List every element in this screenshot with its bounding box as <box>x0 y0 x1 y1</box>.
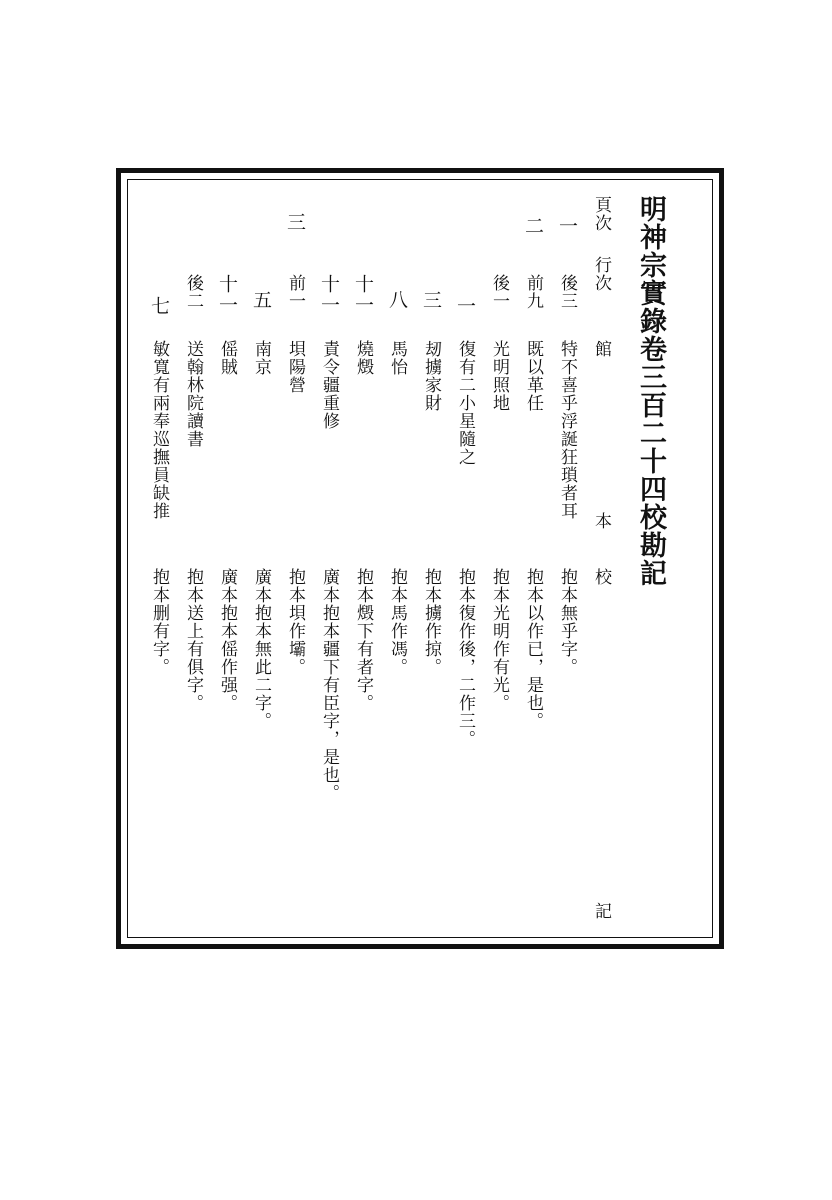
entry-note: 抱本光明作有光。 <box>489 568 509 712</box>
entry-note: 抱本擄作掠。 <box>421 568 441 676</box>
entry-note: 抱本送上有俱字。 <box>183 568 203 712</box>
entry-text: 南京 <box>251 340 271 376</box>
entry-page: 二 <box>522 216 544 237</box>
header-note: 記 <box>591 902 611 920</box>
entry-text: 既以革任 <box>523 340 543 412</box>
entry-line: 前九 <box>523 274 543 310</box>
entry-text: 傜賊 <box>217 340 237 376</box>
entry-line: 七 <box>148 296 170 317</box>
entry-note: 廣本抱本傜作强。 <box>217 568 237 712</box>
entry-text: 責令疆重修 <box>319 340 339 430</box>
entry-line: 十一 <box>352 274 374 316</box>
entry-text: 特不喜乎浮誕狂瑣者耳 <box>557 340 577 520</box>
entry-line: 三 <box>420 290 442 311</box>
entry-line: 一 <box>454 296 476 317</box>
header-line-label: 行次 <box>591 256 611 292</box>
entry-text: 垻陽營 <box>285 340 305 394</box>
entry-line: 十一 <box>216 274 238 316</box>
entry-note: 廣本抱本無此二字。 <box>251 568 271 730</box>
header-collation: 校 <box>591 568 611 586</box>
entry-line: 前一 <box>285 274 305 310</box>
entry-page: 三 <box>284 212 306 233</box>
entry-text: 送翰林院讀書 <box>183 340 203 448</box>
entry-note: 抱本復作後，二作三。 <box>455 568 475 748</box>
entry-note: 抱本無乎字。 <box>557 568 577 676</box>
entry-note: 廣本抱本疆下有臣字，是也。 <box>319 568 339 802</box>
entry-note: 抱本删有字。 <box>149 568 169 676</box>
entry-text: 復有二小星隨之 <box>455 340 475 466</box>
header-edition-right: 本 <box>591 512 611 530</box>
entry-line: 後一 <box>489 274 509 310</box>
entry-line: 八 <box>386 290 408 311</box>
entry-note: 抱本以作已，是也。 <box>523 568 543 730</box>
header-edition-left: 館 <box>591 340 611 358</box>
entry-note: 抱本馬作馮。 <box>387 568 407 676</box>
entry-line: 後二 <box>183 274 203 310</box>
entry-line: 十一 <box>318 274 340 316</box>
entry-text: 燒燬 <box>353 340 373 376</box>
entry-note: 抱本垻作壩。 <box>285 568 305 676</box>
entry-line: 五 <box>250 290 272 311</box>
header-page-label: 頁次 <box>591 196 611 232</box>
entry-text: 馬怡 <box>387 340 407 376</box>
entry-line: 後三 <box>557 274 577 310</box>
entry-text: 刼擄家財 <box>421 340 441 412</box>
entry-note: 抱本燬下有者字。 <box>353 568 373 712</box>
page-title: 明神宗實錄卷三百二十四校勘記 <box>635 195 666 587</box>
entry-text: 光明照地 <box>489 340 509 412</box>
entry-text: 敏寬有兩奉巡撫員缺推 <box>149 340 169 520</box>
entry-page: 一 <box>556 216 578 237</box>
